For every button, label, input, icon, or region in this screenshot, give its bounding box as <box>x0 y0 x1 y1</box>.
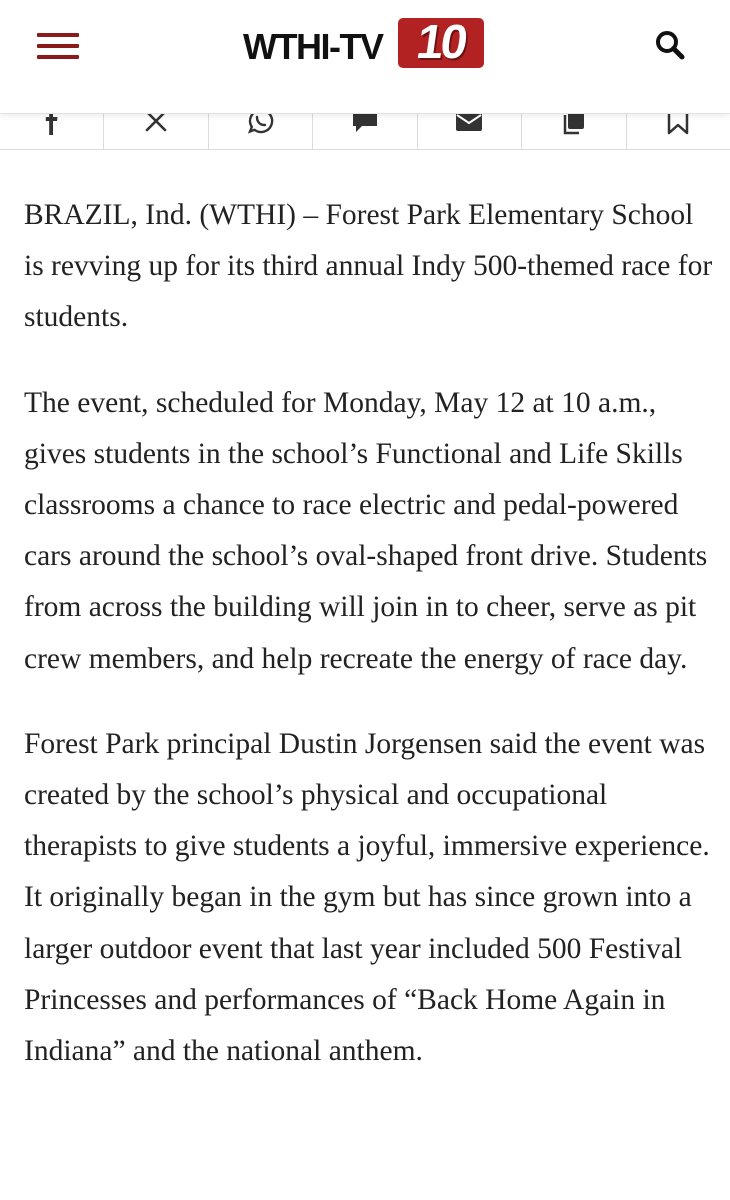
logo-number: 10 <box>413 16 469 69</box>
hamburger-menu-icon[interactable] <box>37 33 79 61</box>
article-paragraph: The event, scheduled for Monday, May 12 at 10 a.m., gives students in the school’s Functional and Life Skills classrooms a chance to race electric and pedal-powered cars around the school’s oval-shaped front drive. Students from across the building will join in to cheer, serve as pit crew members, and help recreate the energy of race day. <box>24 386 708 675</box>
article-body <box>24 190 714 1111</box>
article-paragraph: Forest Park principal Dustin Jorgensen said the event was created by the school’s physical and occupational therapists to give students a joyful, immersive experience. It originally began in the gym but has since grown into a larger outdoor event that last year included 500 Festival Princesses and performances of “Back Home Again in Indiana” and the national anthem. <box>24 727 710 1068</box>
logo-badge <box>398 18 484 68</box>
search-icon[interactable] <box>652 27 688 63</box>
site-logo[interactable] <box>243 18 488 68</box>
article-paragraph: BRAZIL, Ind. (WTHI) – Forest Park Elementary School is revving up for its third annual Indy 500-themed race for students. <box>24 199 713 334</box>
site-header <box>0 0 730 114</box>
logo-text: WTHI-TV <box>243 26 383 67</box>
